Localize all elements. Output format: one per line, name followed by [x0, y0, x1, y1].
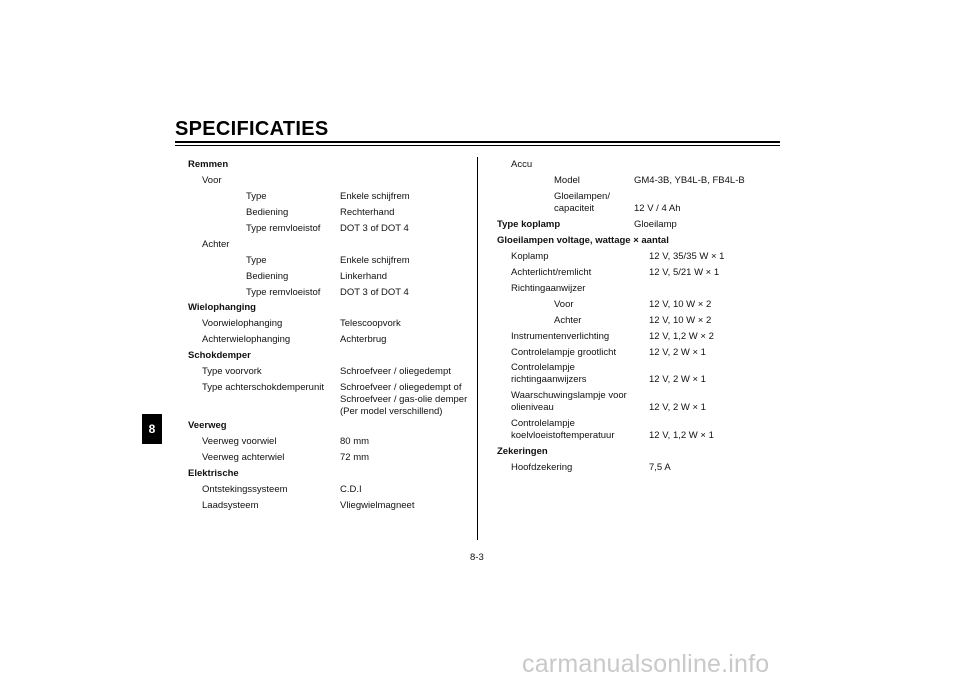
- type-koplamp-heading: Type koplamp: [497, 219, 561, 230]
- spec-value: Telescoopvork: [340, 318, 401, 329]
- spec-label: Ontstekingssysteem: [202, 484, 288, 495]
- spec-value-line: Schroefveer / gas-olie demper: [340, 394, 468, 405]
- spec-value: Rechterhand: [340, 207, 395, 218]
- spec-value: GM4-3B, YB4L-B, FB4L-B: [634, 175, 745, 186]
- gloeilampen-heading: Gloeilampen voltage, wattage × aantal: [497, 235, 669, 246]
- spec-value: 12 V, 10 W × 2: [649, 315, 712, 326]
- spec-value: 12 V, 35/35 W × 1: [649, 251, 725, 262]
- remmen-voor-label: Voor: [202, 175, 222, 186]
- spec-label: Laadsysteem: [202, 500, 259, 511]
- spec-value: 12 V, 5/21 W × 1: [649, 267, 720, 278]
- spec-value: 72 mm: [340, 452, 370, 463]
- zekeringen-heading: Zekeringen: [497, 446, 548, 457]
- spec-label: Controlelampje grootlicht: [511, 347, 617, 358]
- spec-value: Vliegwielmagneet: [340, 500, 415, 511]
- spec-value: Gloeilamp: [634, 219, 677, 230]
- spec-value: 12 V, 1,2 W × 2: [649, 331, 714, 342]
- spec-value-line: Schroefveer / oliegedempt of: [340, 382, 462, 393]
- spec-value: DOT 3 of DOT 4: [340, 223, 409, 234]
- spec-label: Bediening: [246, 207, 289, 218]
- spec-value: 12 V, 2 W × 1: [649, 402, 706, 413]
- spec-label-line: koelvloeistoftemperatuur: [511, 430, 615, 441]
- spec-value: 80 mm: [340, 436, 370, 447]
- spec-value-line: (Per model verschillend): [340, 406, 443, 417]
- spec-label: Veerweg achterwiel: [202, 452, 285, 463]
- spec-label: Veerweg voorwiel: [202, 436, 277, 447]
- spec-label: Type: [246, 191, 267, 202]
- spec-value: 7,5 A: [649, 462, 671, 473]
- spec-label-line: Controlelampje: [511, 418, 575, 429]
- title-rule-thin: [175, 145, 780, 146]
- page-title: SPECIFICATIES: [175, 118, 329, 140]
- spec-label-line: richtingaanwijzers: [511, 374, 587, 385]
- spec-label: Type remvloeistof: [246, 287, 321, 298]
- spec-label: Voor: [554, 299, 574, 310]
- elektrische-heading: Elektrische: [188, 468, 239, 479]
- schokdemper-heading: Schokdemper: [188, 350, 251, 361]
- spec-label: Model: [554, 175, 580, 186]
- spec-label-line: olieniveau: [511, 402, 554, 413]
- spec-value: 12 V, 1,2 W × 1: [649, 430, 714, 441]
- spec-value: C.D.I: [340, 484, 362, 495]
- spec-label: Richtingaanwijzer: [511, 283, 586, 294]
- spec-label: Voorwielophanging: [202, 318, 283, 329]
- spec-value: 12 V / 4 Ah: [634, 203, 681, 214]
- spec-label: Achterwielophanging: [202, 334, 291, 345]
- spec-value: DOT 3 of DOT 4: [340, 287, 409, 298]
- title-rule: [175, 141, 780, 143]
- spec-label: Bediening: [246, 271, 289, 282]
- spec-value: Linkerhand: [340, 271, 388, 282]
- spec-label: Hoofdzekering: [511, 462, 573, 473]
- page-number: 8-3: [470, 552, 484, 563]
- spec-label: Achterlicht/remlicht: [511, 267, 592, 278]
- chapter-tab: 8: [142, 414, 162, 444]
- spec-value: Schroefveer / oliegedempt: [340, 366, 451, 377]
- spec-label: Achter: [554, 315, 582, 326]
- spec-label-line: capaciteit: [554, 203, 595, 214]
- spec-value: Enkele schijfrem: [340, 191, 410, 202]
- spec-label-line: Controlelampje: [511, 362, 575, 373]
- spec-label: Instrumentenverlichting: [511, 331, 610, 342]
- spec-label: Type: [246, 255, 267, 266]
- watermark: carmanualsonline.info: [522, 650, 770, 678]
- remmen-achter-label: Achter: [202, 239, 230, 250]
- wielophanging-heading: Wielophanging: [188, 302, 256, 313]
- spec-label-line: Gloeilampen/: [554, 191, 610, 202]
- spec-label: Koplamp: [511, 251, 549, 262]
- spec-value: Enkele schijfrem: [340, 255, 410, 266]
- spec-value: 12 V, 10 W × 2: [649, 299, 712, 310]
- spec-value: 12 V, 2 W × 1: [649, 347, 706, 358]
- spec-label: Type voorvork: [202, 366, 262, 377]
- spec-label: Type achterschokdemperunit: [202, 382, 324, 393]
- column-divider: [477, 157, 478, 540]
- accu-label: Accu: [511, 159, 533, 170]
- remmen-heading: Remmen: [188, 159, 229, 170]
- spec-value: 12 V, 2 W × 1: [649, 374, 706, 385]
- spec-label: Type remvloeistof: [246, 223, 321, 234]
- spec-label-line: Waarschuwingslampje voor: [511, 390, 627, 401]
- veerweg-heading: Veerweg: [188, 420, 227, 431]
- spec-value: Achterbrug: [340, 334, 387, 345]
